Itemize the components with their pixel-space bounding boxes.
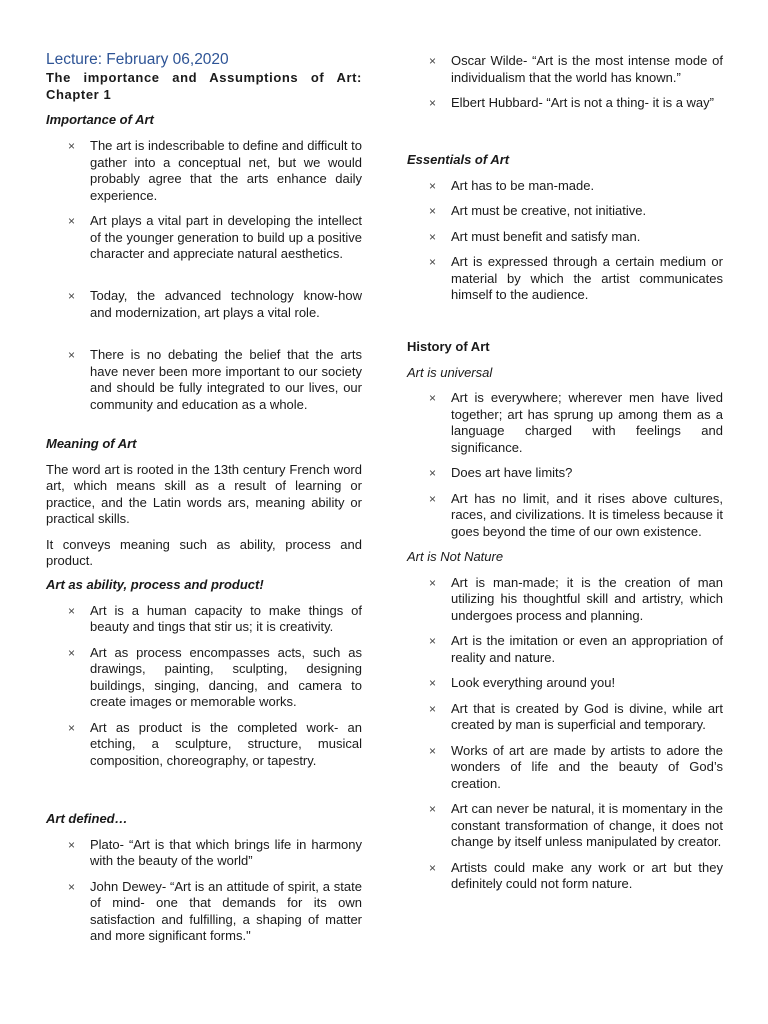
history-section [407, 339, 723, 893]
list-item: × Art as product is the completed work- an etching, a sculpture, structure, musical composition, choreography, or tapestry. [68, 719, 362, 768]
not-nature-heading: Art is Not Nature [407, 549, 504, 564]
list-item: × Art has no limit, and it rises above cultures, races, and civilizations. It is timeless because it goes beyond the time of our own existence. [429, 490, 723, 539]
bullet-x-icon: × [68, 139, 76, 153]
bullet-x-icon: × [429, 491, 437, 506]
ability-heading: Art as ability, process and product! [46, 577, 264, 592]
bullet-x-icon: × [429, 676, 437, 690]
list-item: × Art must benefit and satisfy man. [429, 228, 641, 244]
list-item: × Art as process encompasses acts, such as drawings, painting, sculpting, designing buildings, singing, dancing, and camera to create images or memorable works. [68, 644, 362, 709]
list-item: × Art plays a vital part in developing the intellect of the younger generation to build up a positive character and appreciate natural aesthetics. [68, 213, 362, 261]
list-item: × Art must be creative, not initiative. [429, 203, 647, 218]
universal-list [407, 390, 723, 540]
list-item: × Art is man-made; it is the creation of man utilizing his thoughtful skill and artistry, which undergoes process and planning. [429, 574, 723, 623]
essentials-heading: Essentials of Art [407, 152, 510, 167]
list-item: × Art is everywhere; wherever men have lived together; art has sprung up among them as a language charged with feelings and significance. [429, 390, 723, 455]
essentials-list [407, 178, 723, 304]
defined-list [46, 837, 362, 945]
defined-section [46, 811, 362, 945]
history-heading: History of Art [407, 339, 490, 354]
bullet-x-icon: × [429, 204, 437, 218]
bullet-x-icon: × [429, 178, 437, 193]
list-item: × Art can never be natural, it is momentary in the constant transformation of change, it does not change by itself unless manipulated by creator. [429, 801, 723, 849]
meaning-heading: Meaning of Art [46, 436, 137, 451]
list-item: × Does art have limits? [429, 465, 573, 480]
bullet-x-icon: × [429, 802, 437, 816]
list-item: × Art is expressed through a certain medium or material by which the artist communicates himself to the audience. [429, 254, 723, 302]
bullet-x-icon: × [68, 837, 76, 852]
defined-list-continued [407, 53, 723, 112]
list-item: × Plato- “Art is that which brings life in harmony with the beauty of the world” [68, 836, 362, 868]
bullet-x-icon: × [68, 720, 76, 735]
chapter-subtitle: The importance and Assumptions of Art: Chapter 1 [46, 70, 362, 102]
bullet-x-icon: × [429, 575, 437, 590]
bullet-x-icon: × [68, 879, 76, 894]
not-nature-list [407, 575, 723, 893]
importance-heading: Importance of Art [46, 112, 154, 127]
meaning-paragraph: It conveys meaning such as ability, process and product. [46, 536, 362, 568]
list-item: × Art is a human capacity to make things of beauty and tings that stir us; it is creativity. [68, 602, 362, 634]
bullet-x-icon: × [68, 645, 76, 660]
essentials-section [407, 152, 723, 304]
list-item: × Elbert Hubbard- “Art is not a thing- it is a way” [429, 95, 714, 110]
bullet-x-icon: × [68, 214, 76, 228]
list-item: × The art is indescribable to define and difficult to gather into a conceptual net, but we would probably agree that the arts enhance daily experience. [68, 138, 362, 203]
bullet-x-icon: × [68, 603, 76, 618]
ability-list [46, 603, 362, 770]
bullet-x-icon: × [68, 289, 76, 303]
lecture-title: Lecture: February 06,2020 [46, 51, 229, 68]
bullet-x-icon: × [429, 255, 437, 269]
list-item: × Artists could make any work or art but they definitely could not form nature. [429, 859, 723, 891]
bullet-x-icon: × [429, 860, 437, 875]
bullet-x-icon: × [429, 229, 437, 244]
importance-list [46, 138, 362, 429]
bullet-x-icon: × [429, 96, 437, 110]
bullet-x-icon: × [429, 391, 437, 405]
list-item: × Art is the imitation or even an appropriation of reality and nature. [429, 633, 723, 665]
list-item: × Art that is created by God is divine, while art created by man is superficial and temporary. [429, 700, 723, 732]
meaning-paragraph: The word art is rooted in the 13th century French word art, which means skill as a result of learning or practice, and the Latin words ars, meaning ability or practical skills. [46, 461, 362, 526]
meaning-section [46, 436, 362, 570]
bullet-x-icon: × [429, 743, 437, 758]
bullet-x-icon: × [429, 634, 437, 648]
importance-section [46, 112, 362, 129]
bullet-x-icon: × [429, 701, 437, 716]
list-item: × Look everything around you! [429, 675, 616, 690]
list-item: × John Dewey- “Art is an attitude of spirit, a state of mind- one that demands for its own satisfaction and fulfilling, a shaping of matter and more significant forms." [68, 878, 362, 943]
defined-heading: Art defined… [46, 811, 128, 826]
bullet-x-icon: × [429, 54, 437, 68]
list-item: × Art has to be man-made. [429, 177, 595, 193]
list-item: × Oscar Wilde- “Art is the most intense mode of individualism that the world has known.” [429, 53, 723, 85]
list-item: × Works of art are made by artists to adore the wonders of life and the beauty of God’s creation. [429, 742, 723, 791]
bullet-x-icon: × [429, 466, 437, 480]
list-item: × Today, the advanced technology know-how and modernization, art plays a vital role. [68, 288, 362, 320]
list-item: × There is no debating the belief that the arts have never been more important to our society and should be fully integrated to our lives, our community and education as a whole. [68, 347, 362, 412]
ability-section [46, 577, 362, 769]
universal-heading: Art is universal [407, 364, 493, 380]
bullet-x-icon: × [68, 348, 76, 362]
